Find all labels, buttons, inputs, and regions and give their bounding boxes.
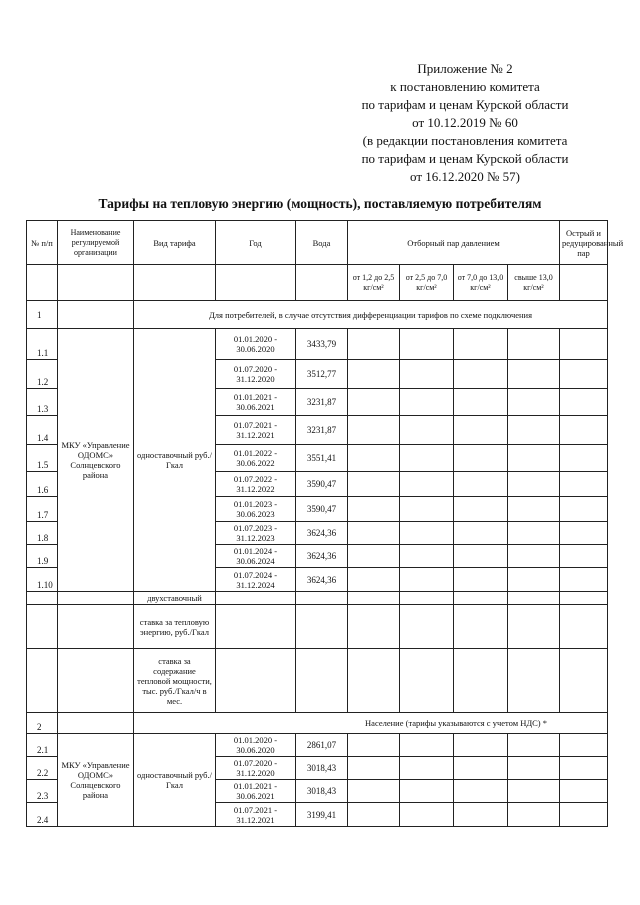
period: 01.01.2020 - 30.06.2020 bbox=[216, 734, 296, 757]
col-header-sharp-steam: Острый и редуцированный пар bbox=[560, 221, 608, 265]
row-num: 2.4 bbox=[27, 803, 58, 827]
col-header-tariff-type: Вид тарифа bbox=[134, 221, 216, 265]
document-title: Тарифы на тепловую энергию (мощность), поставляемую потребителям bbox=[98, 196, 542, 211]
water-value: 3551,41 bbox=[296, 445, 348, 472]
col-header-org: Наименование регулируемой организации bbox=[58, 221, 134, 265]
period: 01.01.2022 - 30.06.2022 bbox=[216, 445, 296, 472]
header-row bbox=[27, 221, 608, 265]
col-header-num: № п/п bbox=[27, 221, 58, 265]
period: 01.07.2020 - 31.12.2020 bbox=[216, 360, 296, 389]
water-value: 3231,87 bbox=[296, 416, 348, 445]
rate-capacity: ставка за содержание тепловой мощности, тыс. руб./Гкал/ч в мес. bbox=[134, 649, 216, 713]
header-line: (в редакции постановления комитета bbox=[362, 133, 568, 148]
row-num: 1.8 bbox=[27, 522, 58, 545]
period: 01.01.2021 - 30.06.2021 bbox=[216, 780, 296, 803]
org-name: МКУ «Управление ОДОМС» Солнцевского района bbox=[58, 329, 134, 592]
col-header-year: Год bbox=[216, 221, 296, 265]
subheader-row bbox=[27, 265, 608, 301]
header-line: к постановлению комитета bbox=[390, 79, 540, 94]
row-num: 1.9 bbox=[27, 545, 58, 568]
tariff-type: одноставочный руб./Гкал bbox=[134, 734, 216, 827]
steam-subheader: от 2,5 до 7,0 кг/см² bbox=[400, 265, 454, 301]
row-num: 1.7 bbox=[27, 497, 58, 522]
steam-subheader: свыше 13,0 кг/см² bbox=[508, 265, 560, 301]
row-num: 1.3 bbox=[27, 389, 58, 416]
tariff-table bbox=[26, 220, 624, 827]
row-num: 2.1 bbox=[27, 734, 58, 757]
rate-energy: ставка за тепловую энергию, руб./Гкал bbox=[134, 605, 216, 649]
period: 01.01.2020 - 30.06.2020 bbox=[216, 329, 296, 360]
table-row bbox=[27, 329, 608, 360]
water-value: 3433,79 bbox=[296, 329, 348, 360]
water-value: 3590,47 bbox=[296, 497, 348, 522]
water-value: 2861,07 bbox=[296, 734, 348, 757]
tariff-type: одноставочный руб./Гкал bbox=[134, 329, 216, 592]
header-line: от 16.12.2020 № 57) bbox=[410, 169, 520, 184]
section-row bbox=[27, 713, 608, 734]
steam-subheader: от 7,0 до 13,0 кг/см² bbox=[454, 265, 508, 301]
water-value: 3199,41 bbox=[296, 803, 348, 827]
period: 01.01.2021 - 30.06.2021 bbox=[216, 389, 296, 416]
period: 01.07.2020 - 31.12.2020 bbox=[216, 757, 296, 780]
row-num: 2.2 bbox=[27, 757, 58, 780]
section-num: 2 bbox=[27, 713, 58, 734]
water-value: 3590,47 bbox=[296, 472, 348, 497]
water-value: 3624,36 bbox=[296, 522, 348, 545]
section-label: Население (тарифы указываются с учетом НДС) * bbox=[134, 713, 608, 734]
water-value: 3624,36 bbox=[296, 568, 348, 592]
steam-subheader: от 1,2 до 2,5 кг/см² bbox=[348, 265, 400, 301]
section-label: Для потребителей, в случае отсутствия дифференциации тарифов по схеме подключения bbox=[134, 301, 608, 329]
header-line: от 10.12.2019 № 60 bbox=[412, 115, 518, 130]
period: 01.07.2021 - 31.12.2021 bbox=[216, 803, 296, 827]
table-row bbox=[27, 649, 608, 713]
col-header-steam: Отборный пар давлением bbox=[348, 221, 560, 265]
section-row bbox=[27, 301, 608, 329]
period: 01.01.2024 - 30.06.2024 bbox=[216, 545, 296, 568]
document-header bbox=[330, 60, 600, 186]
row-num: 1.10 bbox=[27, 568, 58, 592]
table-row bbox=[27, 605, 608, 649]
water-value: 3624,36 bbox=[296, 545, 348, 568]
org-name: МКУ «Управление ОДОМС» Солнцевского района bbox=[58, 734, 134, 827]
row-num: 1.5 bbox=[27, 445, 58, 472]
water-value: 3512,77 bbox=[296, 360, 348, 389]
section-num: 1 bbox=[27, 301, 58, 329]
header-line: по тарифам и ценам Курской области bbox=[361, 151, 569, 166]
table-row bbox=[27, 734, 608, 757]
table-row bbox=[27, 592, 608, 605]
header-line: Приложение № 2 bbox=[417, 61, 513, 76]
row-num: 1.4 bbox=[27, 416, 58, 445]
row-num: 2.3 bbox=[27, 780, 58, 803]
period: 01.07.2024 - 31.12.2024 bbox=[216, 568, 296, 592]
water-value: 3231,87 bbox=[296, 389, 348, 416]
row-num: 1.1 bbox=[27, 329, 58, 360]
header-line: по тарифам и ценам Курской области bbox=[361, 97, 569, 112]
row-num: 1.2 bbox=[27, 360, 58, 389]
period: 01.01.2023 - 30.06.2023 bbox=[216, 497, 296, 522]
water-value: 3018,43 bbox=[296, 780, 348, 803]
col-header-water: Вода bbox=[296, 221, 348, 265]
period: 01.07.2021 - 31.12.2021 bbox=[216, 416, 296, 445]
period: 01.07.2022 - 31.12.2022 bbox=[216, 472, 296, 497]
row-num: 1.6 bbox=[27, 472, 58, 497]
tariff-type-two-part: двухставочный bbox=[134, 592, 216, 605]
period: 01.07.2023 - 31.12.2023 bbox=[216, 522, 296, 545]
water-value: 3018,43 bbox=[296, 757, 348, 780]
